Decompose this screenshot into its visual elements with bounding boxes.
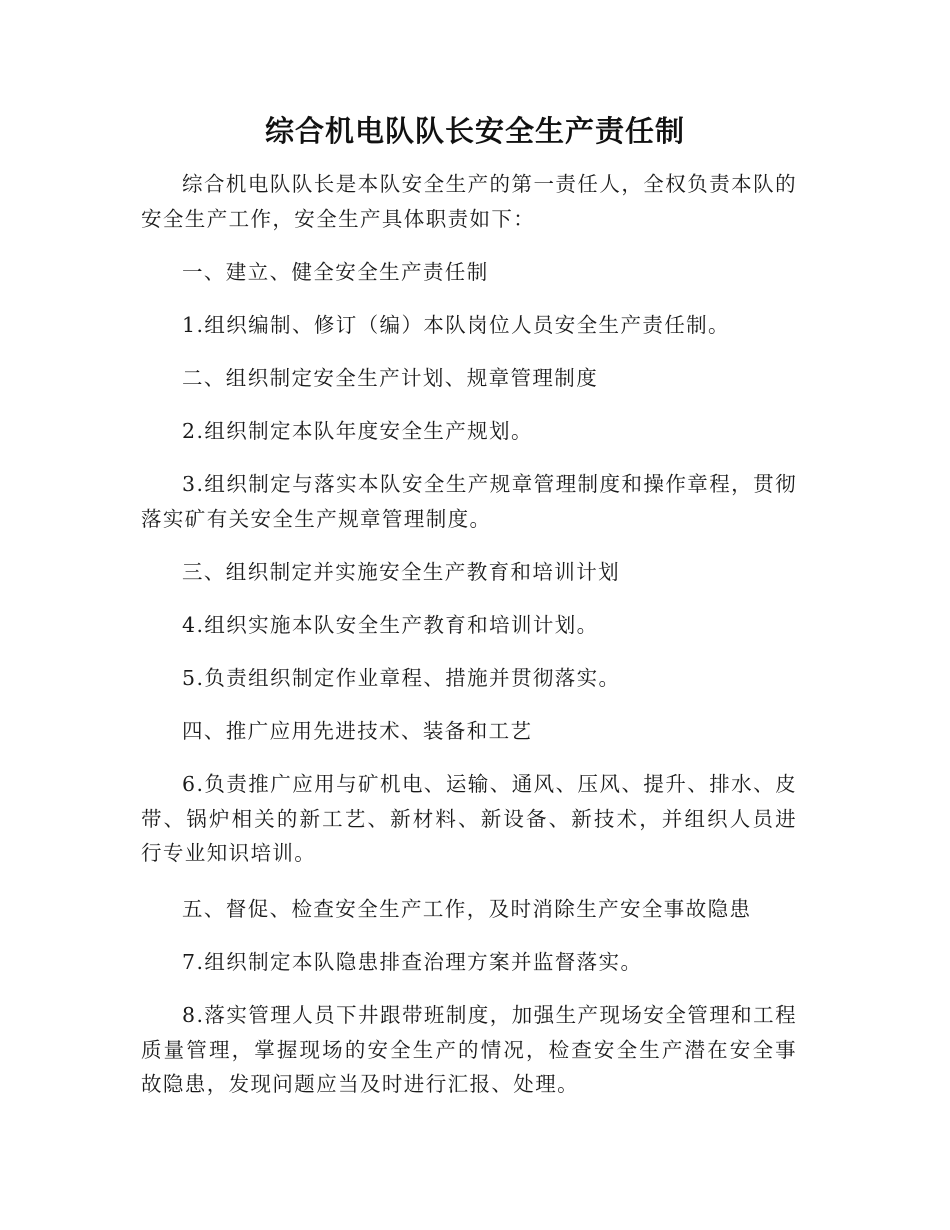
item-5: 5.负责组织制定作业章程、措施并贯彻落实。 xyxy=(182,666,621,690)
section-heading-2: 二、组织制定安全生产计划、规章管理制度 xyxy=(182,366,599,390)
item-1: 1.组织编制、修订（编）本队岗位人员安全生产责任制。 xyxy=(182,313,730,337)
item-3: 3.组织制定与落实本队安全生产规章管理制度和操作章程，贯彻落实矿有关安全生产规章管理制度。 xyxy=(141,472,797,531)
section-heading-3: 三、组织制定并实施安全生产教育和培训计划 xyxy=(182,560,620,584)
section-heading-5: 五、督促、检查安全生产工作，及时消除生产安全事故隐患 xyxy=(182,897,752,921)
item-6: 6.负责推广应用与矿机电、运输、通风、压风、提升、排水、皮带、锅炉相关的新工艺、新材料、新设备、新技术，并组织人员进行专业知识培训。 xyxy=(141,772,797,865)
item-2: 2.组织制定本队年度安全生产规划。 xyxy=(182,419,533,443)
document-title: 综合机电队队长安全生产责任制 xyxy=(264,114,685,148)
intro-paragraph: 综合机电队队长是本队安全生产的第一责任人，全权负责本队的安全生产工作，安全生产具体职责如下： xyxy=(141,172,797,231)
section-heading-1: 一、建立、健全安全生产责任制 xyxy=(182,260,489,284)
item-7: 7.组织制定本队隐患排查治理方案并监督落实。 xyxy=(182,950,643,974)
item-8: 8.落实管理人员下井跟带班制度，加强生产现场安全管理和工程质量管理，掌握现场的安全生产的情况，检查安全生产潜在安全事故隐患，发现问题应当及时进行汇报、处理。 xyxy=(141,1003,797,1096)
section-heading-4: 四、推广应用先进技术、装备和工艺 xyxy=(182,719,533,743)
item-4: 4.组织实施本队安全生产教育和培训计划。 xyxy=(182,613,599,637)
